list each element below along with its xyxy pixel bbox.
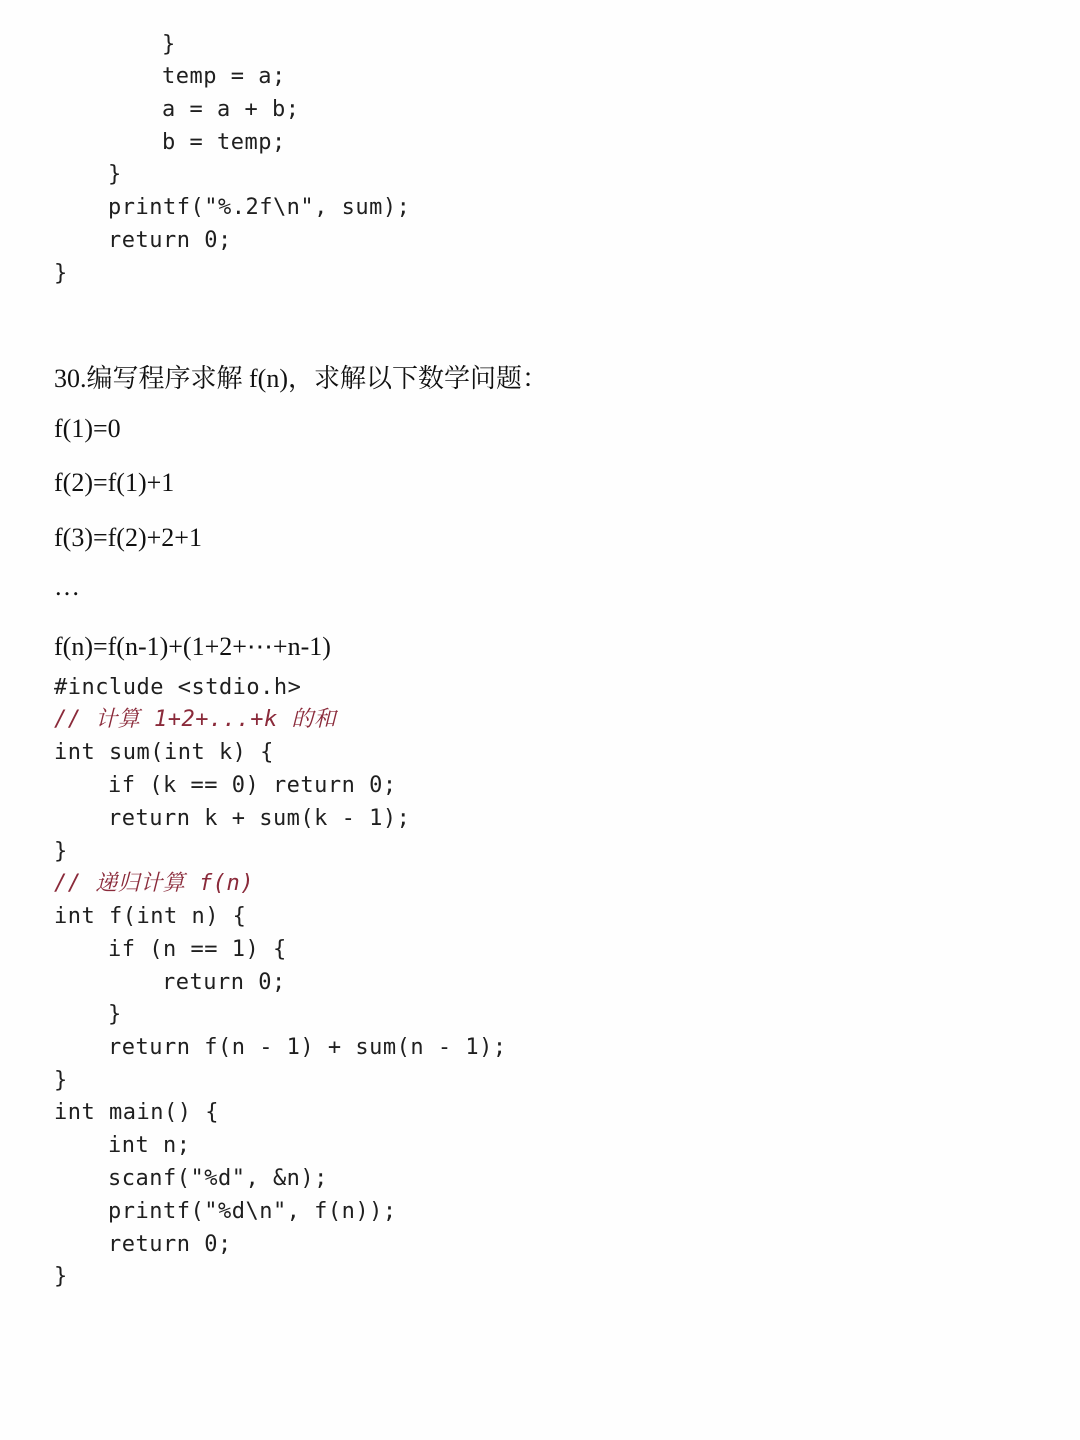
code-line: int main() { [54,1100,219,1125]
formula-line: f(1)=0 [54,414,121,443]
code-line: printf("%.2f\n", sum); [108,195,411,220]
code-line: } [54,1068,68,1093]
code-line: } [54,1264,68,1289]
code-line: int n; [108,1133,191,1158]
code-line: int sum(int k) { [54,740,274,765]
code-line: return 0; [108,1232,232,1257]
code-line: return 0; [108,228,232,253]
code-line: a = a + b; [162,97,300,122]
code-line: } [54,839,68,864]
code-comment: // 递归计算 f(n) [54,871,254,896]
formula-line: f(n)=f(n-1)+(1+2+⋯+n-1) [54,632,331,661]
code-line: scanf("%d", &n); [108,1166,328,1191]
code-line: b = temp; [162,130,286,155]
code-line: return f(n - 1) + sum(n - 1); [108,1035,507,1060]
question-title: 30.编写程序求解 f(n)，求解以下数学问题： [54,364,548,393]
code-line: return 0; [162,970,286,995]
code-line: } [108,162,122,187]
code-line: return k + sum(k - 1); [108,806,411,831]
code-line: if (n == 1) { [108,937,287,962]
code-line: int f(int n) { [54,904,247,929]
code-line: printf("%d\n", f(n)); [108,1199,397,1224]
code-comment: // 计算 1+2+...+k 的和 [54,707,337,732]
code-line: if (k == 0) return 0; [108,773,397,798]
code-line: temp = a; [162,64,286,89]
code-line: } [54,261,68,286]
code-line: } [162,32,176,57]
code-line: #include <stdio.h> [54,675,302,700]
formula-line: f(3)=f(2)+2+1 [54,523,202,552]
ellipsis-line: … [54,572,80,601]
code-line: } [108,1002,122,1027]
formula-line: f(2)=f(1)+1 [54,468,175,497]
